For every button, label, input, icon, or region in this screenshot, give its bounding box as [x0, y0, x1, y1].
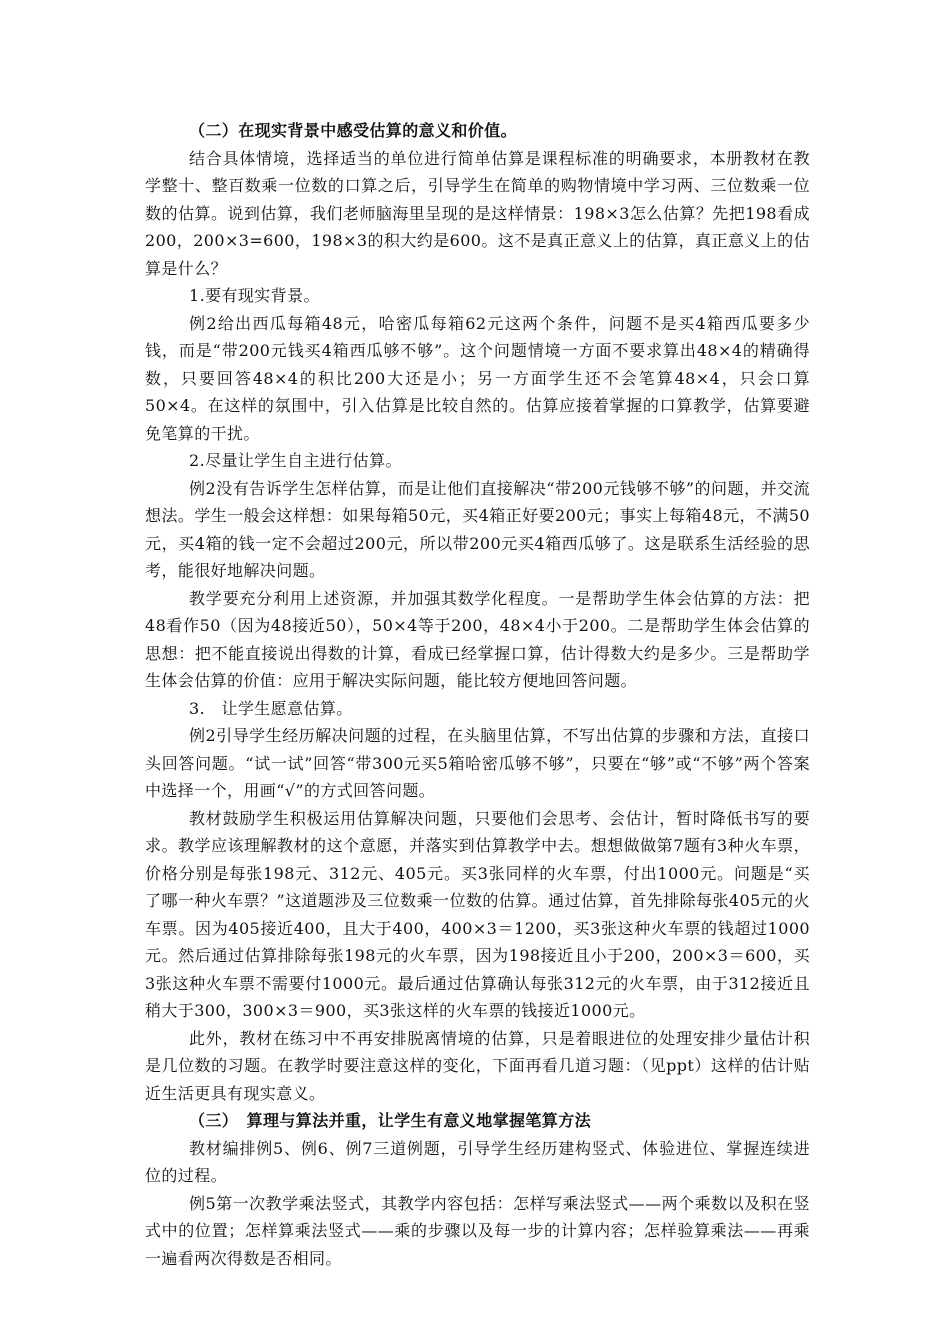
section-heading-3: （三） 算理与算法并重，让学生有意义地掌握笔算方法 [189, 1111, 592, 1130]
subheading-1: 1.要有现实背景。 [189, 286, 320, 305]
paragraph-problem-solving: 例2引导学生经历解决问题的过程，在头脑里估算，不写出估算的步骤和方法，直接口头回答问题。“试一试”回答“带300元买5箱哈密瓜够不够”，只要在“够”或“不够”两个答案中选择一个，用画“√”的方式回答问题。 [145, 726, 810, 800]
paragraph-example-5: 例5第一次教学乘法竖式，其教学内容包括：怎样写乘法竖式——两个乘数以及积在竖式中的位置；怎样算乘法竖式——乘的步骤以及每一步的计算内容；怎样验算乘法——再乘一遍看两次得数是否相同。 [145, 1193, 810, 1268]
paragraph-teaching-resources: 教学要充分利用上述资源，并加强其数学化程度。一是帮助学生体会估算的方法：把48看作50（因为48接近50），50×4等于200，48×4小于200。二是帮助学生体会估算的思想：把不能直接说出得数的计算，看成已经掌握口算，估计得数大约是多少。三是帮助学生体会估算的价值：应用于解决实际问题，能比较方便地回答问题。 [145, 588, 810, 690]
section-heading-2: （二）在现实背景中感受估算的意义和价值。 [189, 121, 518, 140]
paragraph-intro: 结合具体情境，选择适当的单位进行简单估算是课程标准的明确要求，本册教材在教学整十、整百数乘一位数的口算之后，引导学生在简单的购物情境中学习两、三位数乘一位数的估算。说到估算，我们老师脑海里呈现的是这样情景：198×3怎么估算？先把198看成200，200×3=600，198×3的积大约是600。这不是真正意义上的估算，真正意义上的估算是什么？ [145, 148, 810, 278]
document-page [145, 117, 810, 1272]
paragraph-student-thinking: 例2没有告诉学生怎样估算，而是让他们直接解决“带200元钱够不够”的问题，并交流想法。学生一般会这样想：如果每箱50元，买4箱正好要200元；事实上每箱48元，不满50元，买4箱的钱一定不会超过200元，所以带200元买4箱西瓜够了。这是联系生活经验的思考，能很好地解决问题。 [145, 478, 810, 580]
subheading-3: 3. 让学生愿意估算。 [189, 698, 353, 718]
subheading-2: 2.尽量让学生自主进行估算。 [189, 451, 402, 470]
paragraph-train-tickets: 教材鼓励学生积极运用估算解决问题，只要他们会思考、会估计，暂时降低书写的要求。教学应该理解教材的这个意愿，并落实到估算教学中去。想想做做第7题有3种火车票，价格分别是每张198元、312元、405元。买3张同样的火车票，付出1000元。问题是“买了哪一种火车票？”这道题涉及三位数乘一位数的估算。通过估算，首先排除每张405元的火车票。因为405接近400，且大于400，400×3＝1200，买3张这种火车票的钱超过1000元。然后通过估算排除每张198元的火车票，因为198接近且小于200，200×3＝600，买3张这种火车票不需要付1000元。最后通过估算确认每张312元的火车票，由于312接近且稍大于300，300×3＝900，买3张这样的火车票的钱接近1000元。 [145, 808, 810, 1020]
paragraph-examples-overview: 教材编排例5、例6、例7三道例题，引导学生经历建构竖式、体验进位、掌握连续进位的过程。 [145, 1138, 810, 1185]
paragraph-example-2: 例2给出西瓜每箱48元，哈密瓜每箱62元这两个条件，问题不是买4箱西瓜要多少钱，而是“带200元钱买4箱西瓜够不够”。这个问题情境一方面不要求算出48×4的精确得数，只要回答48×4的积比200大还是小；另一方面学生还不会笔算48×4，只会口算50×4。在这样的氛围中，引入估算是比较自然的。估算应接着掌握的口算教学，估算要避免笔算的干扰。 [145, 313, 810, 443]
paragraph-exercises: 此外，教材在练习中不再安排脱离情境的估算，只是着眼进位的处理安排少量估计积是几位数的习题。在教学时要注意这样的变化，下面再看几道习题：（见ppt）这样的估计贴近生活更具有现实意义。 [145, 1028, 810, 1103]
